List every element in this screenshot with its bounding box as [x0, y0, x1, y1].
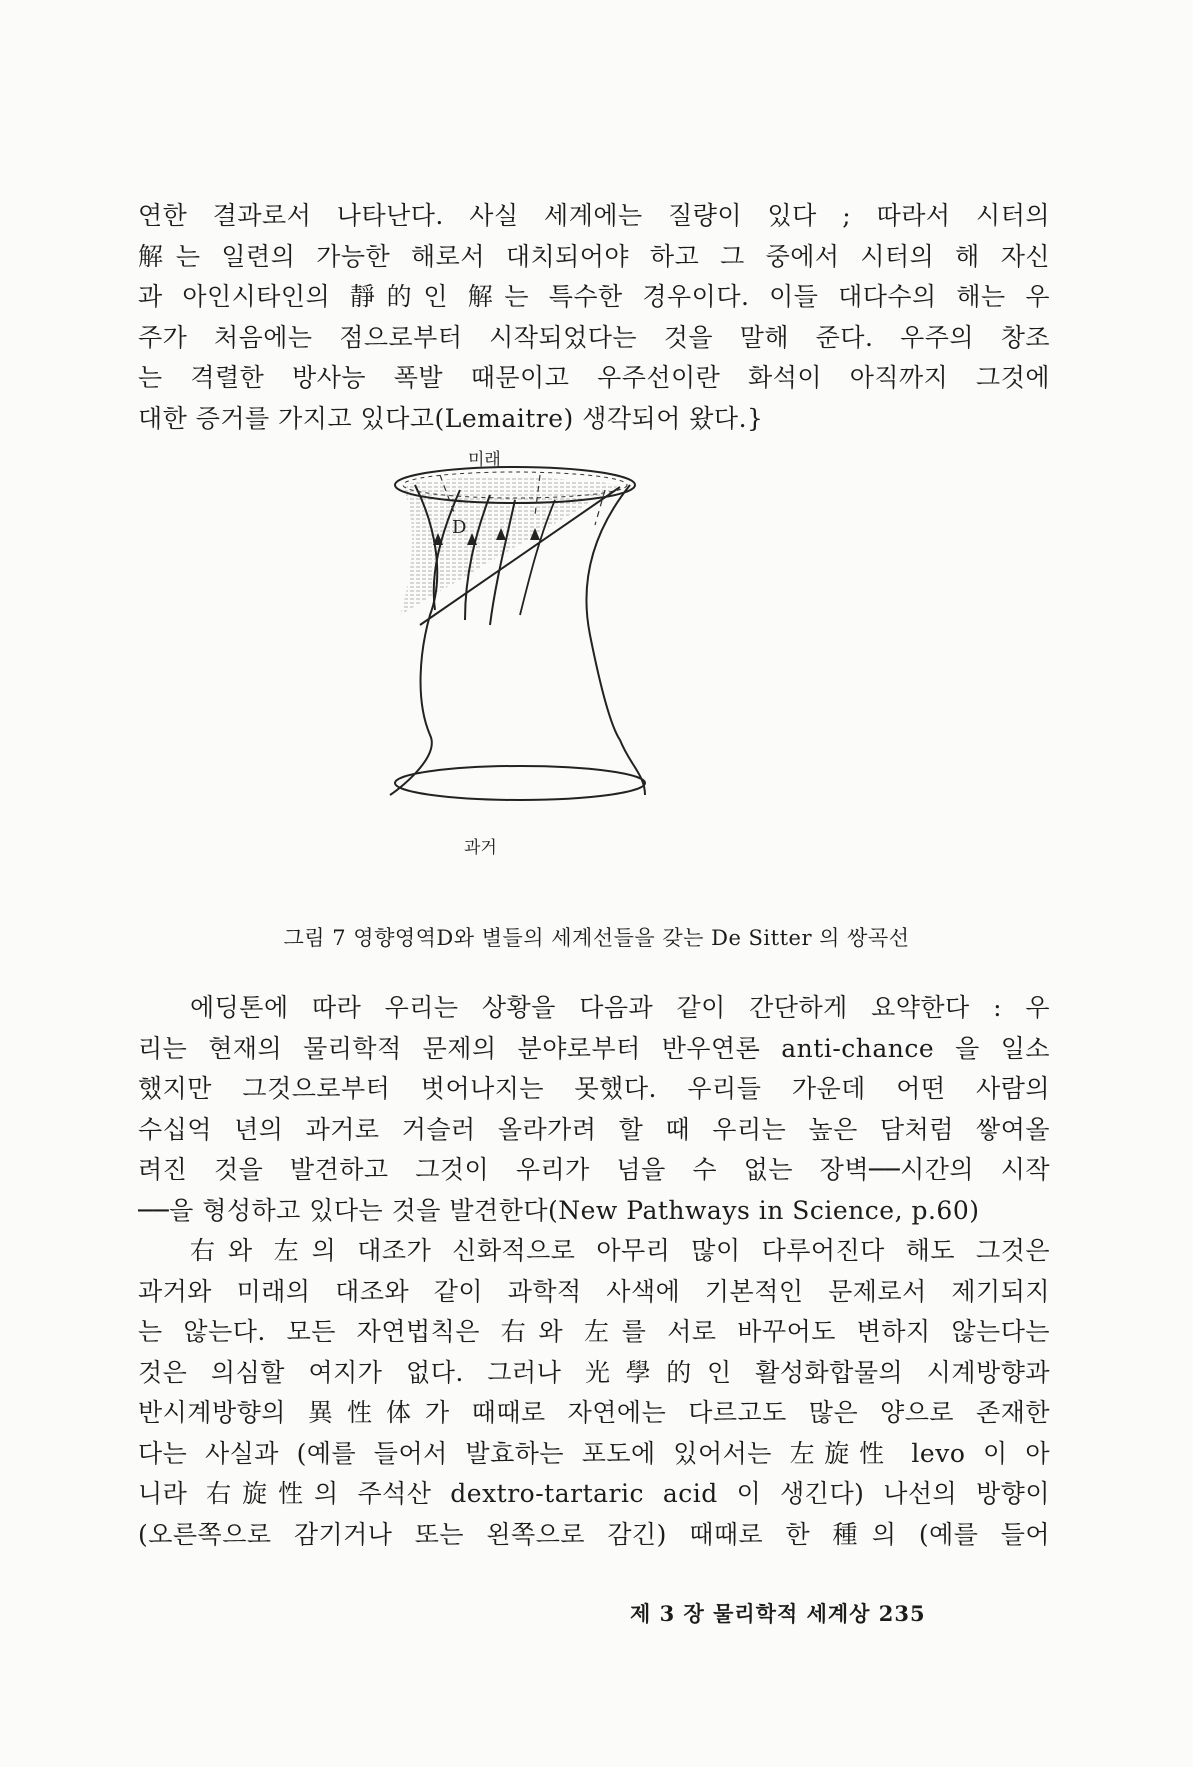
text-line: 했지만 그것으로부터 벗어나지는 못했다. 우리들 가운데 어떤 사람의: [138, 1074, 1050, 1103]
label-future: 미래: [468, 450, 501, 470]
text-line: 려진 것을 발견하고 그것이 우리가 넘을 수 없는 장벽──시간의 시작: [138, 1155, 1050, 1184]
text-line: 대한 증거를 가지고 있다고(Lemaitre) 생각되어 왔다.}: [138, 403, 764, 433]
de-sitter-hyperboloid-figure: [380, 450, 720, 885]
text-line: 니라 右旋性의 주석산 dextro-tartaric acid 이 생긴다) 나선의 방향이: [138, 1479, 1050, 1508]
text-line: 는 격렬한 방사능 폭발 때문이고 우주선이란 화석이 아직까지 그것에: [138, 363, 1050, 392]
right-edge: [586, 485, 645, 795]
text-line: 解는 일련의 가능한 해로서 대치되어야 하고 그 중에서 시터의 해 자신: [138, 241, 1050, 271]
figure-caption: 그림 7 영향영역D와 별들의 세계선들을 갖는 De Sitter 의 쌍곡선: [283, 926, 910, 950]
paragraph-top: [138, 196, 1050, 439]
label-d: D: [452, 517, 467, 538]
text-line: 반시계방향의 異性体가 때때로 자연에는 다르고도 많은 양으로 존재한: [138, 1398, 1050, 1427]
text-line: ──을 형성하고 있다는 것을 발견한다(New Pathways in Science, p.60): [138, 1195, 980, 1225]
paragraph-bottom: [138, 988, 1050, 1555]
text-line: 다는 사실과 (예를 들어서 발효하는 포도에 있어서는 左旋性 levo 이 아: [138, 1438, 1050, 1468]
text-line: 것은 의심할 여지가 없다. 그러나 光學的인 활성화합물의 시계방향과: [138, 1357, 1050, 1387]
page-footer: 제 3 장 물리학적 세계상 235: [630, 1601, 926, 1626]
text-line: 과 아인시타인의 靜的인 解는 특수한 경우이다. 이들 대다수의 해는 우: [138, 282, 1050, 311]
text-line: 右와 左의 대조가 신화적으로 아무리 많이 다루어진다 해도 그것은: [190, 1236, 1050, 1265]
text-line: 는 않는다. 모든 자연법칙은 右와 左를 서로 바꾸어도 변하지 않는다는: [138, 1317, 1050, 1346]
hyperboloid-drawing: [380, 465, 720, 885]
text-line: 과거와 미래의 대조와 같이 과학적 사색에 기본적인 문제로서 제기되지: [138, 1276, 1050, 1306]
label-past: 과거: [464, 838, 497, 858]
text-line: 에딩톤에 따라 우리는 상황을 다음과 같이 간단하게 요약한다 : 우: [190, 993, 1050, 1022]
text-line: 연한 결과로서 나타난다. 사실 세계에는 질량이 있다 ; 따라서 시터의: [138, 201, 1050, 230]
text-line: (오른쪽으로 감기거나 또는 왼쪽으로 감긴) 때때로 한 種의 (예를 들어: [138, 1519, 1050, 1549]
bottom-ellipse: [395, 766, 645, 800]
text-line: 수십억 년의 과거로 거슬러 올라가려 할 때 우리는 높은 담처럼 쌓여올: [138, 1114, 1050, 1144]
text-line: 주가 처음에는 점으로부터 시작되었다는 것을 말해 준다. 우주의 창조: [138, 322, 1050, 352]
text-line: 리는 현재의 물리학적 문제의 분야로부터 반우연론 anti-chance 을 일소: [138, 1033, 1050, 1063]
